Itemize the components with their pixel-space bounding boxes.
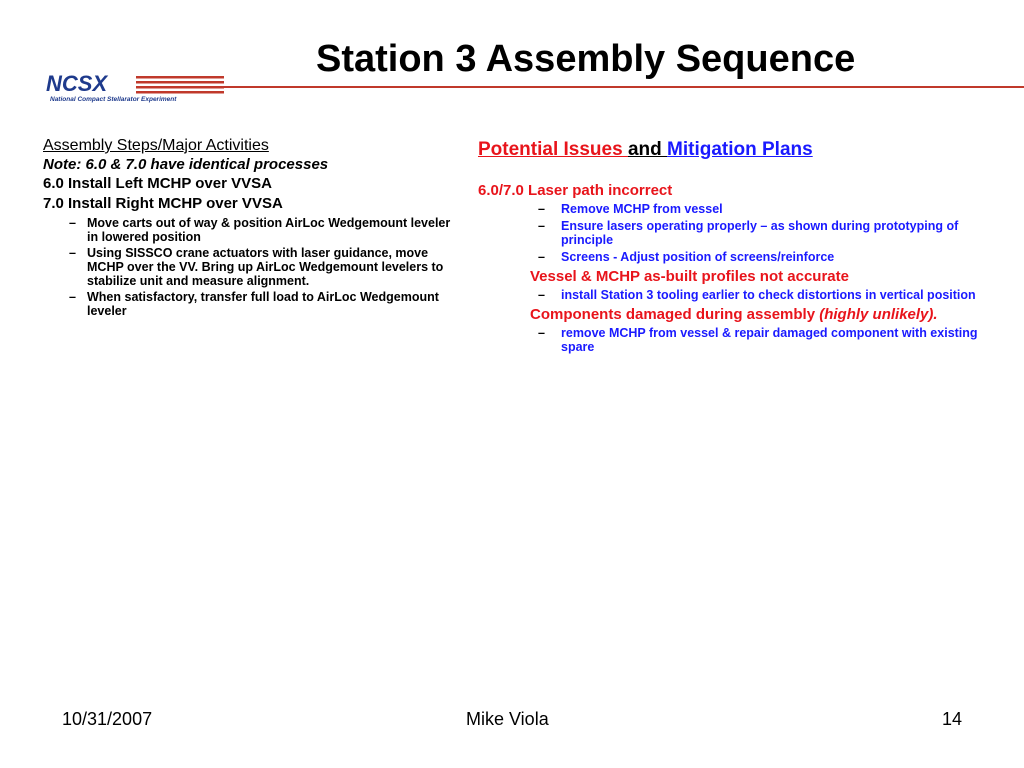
mitigation-list-2 [478, 288, 998, 302]
assembly-note: Note: 6.0 & 7.0 have identical processes [43, 156, 329, 173]
issue-as-built-profiles: Vessel & MCHP as-built profiles not accurate [530, 268, 849, 285]
list-item: – Using SISSCO crane actuators with laser guidance, move MCHP over the VV. Bring up AirLoc Wedgemount levelers to stabilize unit and measure alignment. [69, 246, 444, 288]
list-item: – Remove MCHP from vessel [538, 202, 723, 216]
footer-date: 10/31/2007 [62, 709, 153, 729]
assembly-steps-column [43, 136, 463, 320]
header-rule [165, 86, 1024, 88]
mitigation-list-3 [478, 326, 998, 354]
logo-text: NCSX [46, 71, 108, 96]
issue-components-damaged: Components damaged during assembly (highly unlikely). [530, 306, 938, 323]
list-item: – install Station 3 tooling earlier to check distortions in vertical position [538, 288, 976, 302]
assembly-bullets [43, 216, 463, 318]
list-item: – remove MCHP from vessel & repair damaged component with existing spare [538, 326, 978, 354]
page-number: 14 [942, 709, 963, 729]
assembly-heading: Assembly Steps/Major Activities [43, 137, 269, 154]
list-item: – When satisfactory, transfer full load to AirLoc Wedgemount leveler [69, 290, 439, 318]
issues-heading: Potential Issues and Mitigation Plans [478, 139, 813, 160]
logo-subtitle: National Compact Stellarator Experiment [50, 96, 177, 103]
ncsx-logo [46, 72, 182, 108]
page-title: Station 3 Assembly Sequence [316, 38, 856, 80]
footer-author: Mike Viola [466, 709, 549, 729]
list-item: – Ensure lasers operating properly – as shown during prototyping of principle [538, 219, 959, 247]
issues-column [478, 138, 998, 358]
issue-laser-path: 6.0/7.0 Laser path incorrect [478, 182, 673, 199]
mitigation-list-1 [478, 202, 998, 264]
step-6: 6.0 Install Left MCHP over VVSA [43, 175, 272, 192]
list-item: – Move carts out of way & position AirLoc Wedgemount leveler in lowered position [69, 216, 451, 244]
list-item: – Screens - Adjust position of screens/reinforce [538, 250, 835, 264]
logo-stripes-icon [136, 76, 224, 94]
step-7: 7.0 Install Right MCHP over VVSA [43, 195, 283, 212]
